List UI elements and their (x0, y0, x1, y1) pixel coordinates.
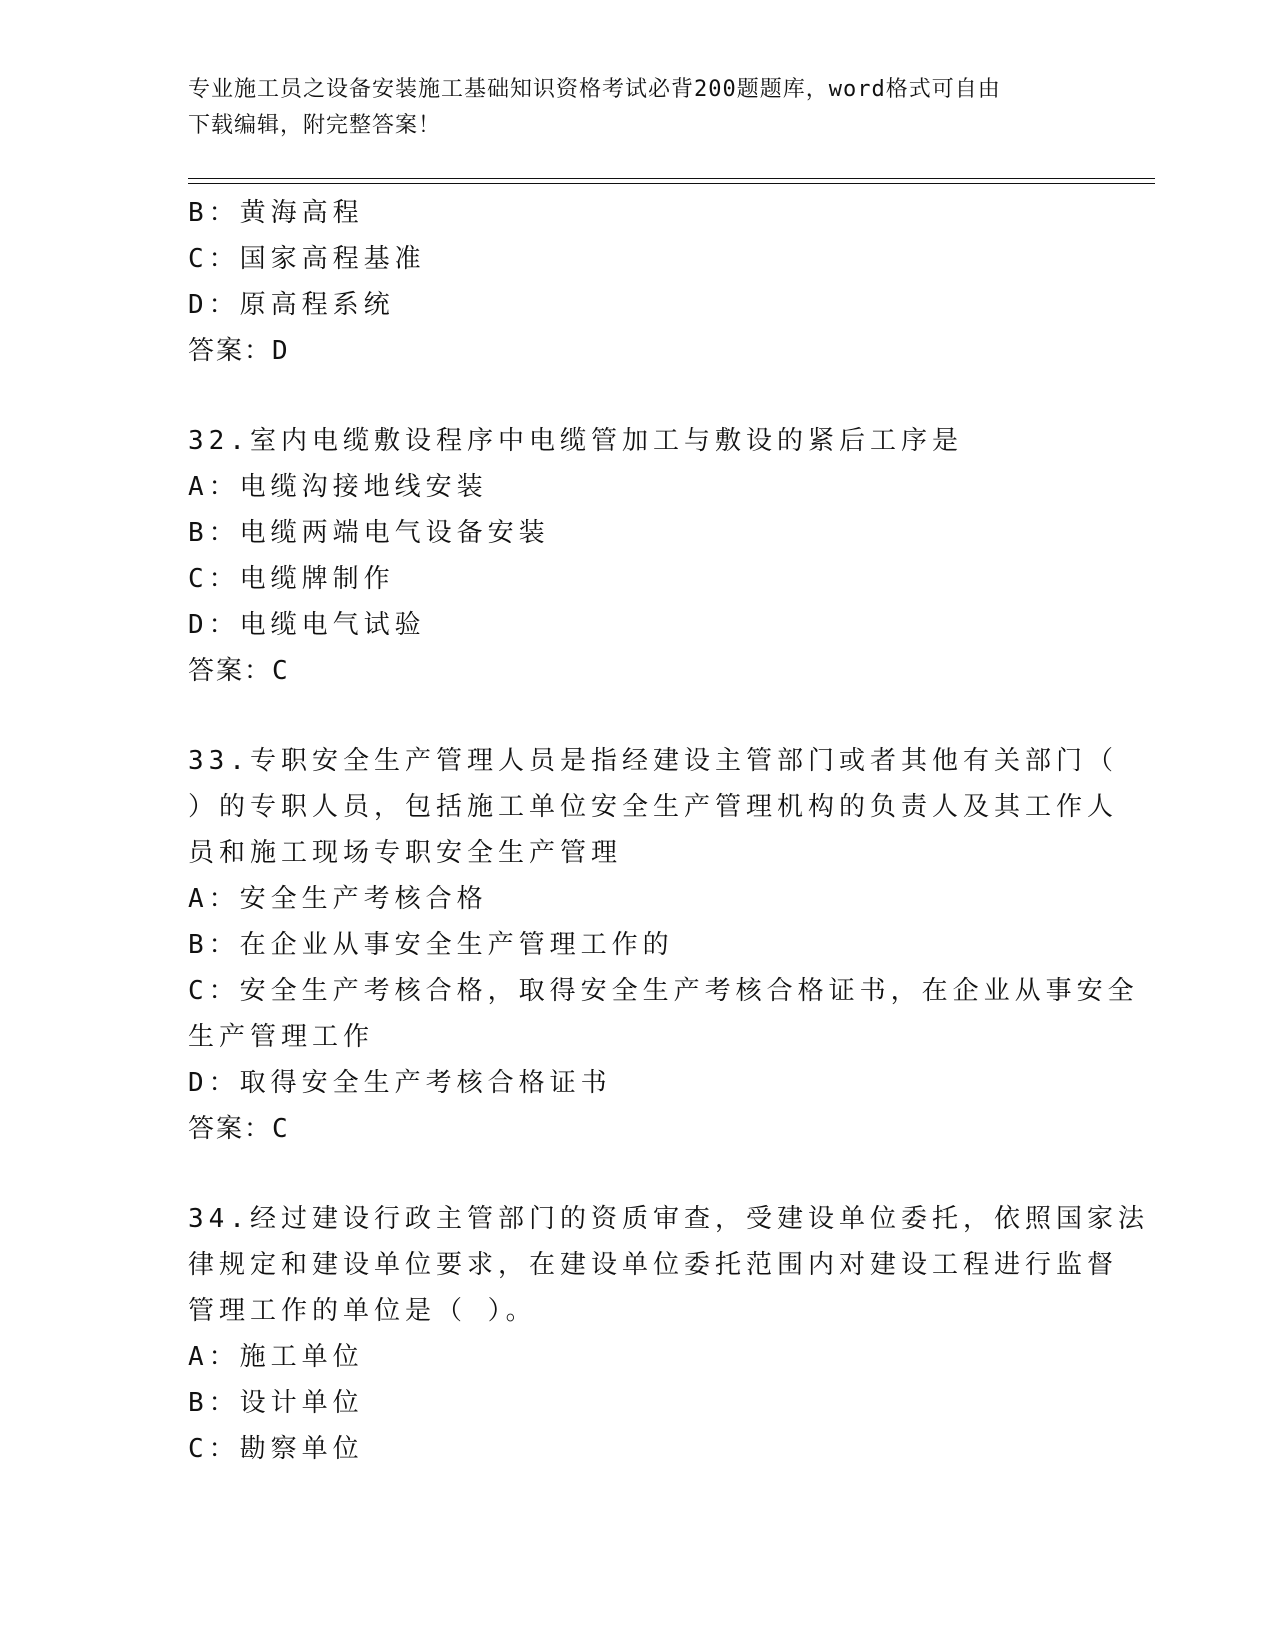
question-stem: 32.室内电缆敷设程序中电缆管加工与敷设的紧后工序是 (188, 426, 963, 456)
document-header (188, 72, 1088, 144)
option-c-line-2: 生产管理工作 (188, 1022, 375, 1052)
question-stem-line-1: 33.专职安全生产管理人员是指经建设主管部门或者其他有关部门（ (188, 746, 1118, 776)
question-34 (188, 1196, 1149, 1472)
answer: 答案：C (188, 1114, 290, 1144)
question-stem-line-1: 34.经过建设行政主管部门的资质审查，受建设单位委托，依照国家法 (188, 1204, 1149, 1234)
header-rule-bottom (188, 183, 1155, 184)
option-a: A：安全生产考核合格 (188, 884, 488, 914)
option-b: B：在企业从事安全生产管理工作的 (188, 930, 674, 960)
option-c: C：电缆牌制作 (188, 564, 395, 594)
option-b: B：黄海高程 (188, 198, 364, 228)
option-c: C：国家高程基准 (188, 244, 426, 274)
option-a: A：施工单位 (188, 1342, 364, 1372)
question-list (188, 190, 1149, 1472)
option-d: D：电缆电气试验 (188, 610, 426, 640)
question-32 (188, 418, 1088, 694)
question-stem-line-2: ）的专职人员，包括施工单位安全生产管理机构的负责人及其工作人 (188, 792, 1119, 822)
answer: 答案：C (188, 656, 290, 686)
header-line-1: 专业施工员之设备安装施工基础知识资格考试必背200题题库，word格式可自由 (188, 77, 1001, 102)
question-33 (188, 738, 1139, 1152)
header-rule-top (188, 178, 1155, 179)
option-d: D：取得安全生产考核合格证书 (188, 1068, 612, 1098)
option-c-line-1: C：安全生产考核合格，取得安全生产考核合格证书，在企业从事安全 (188, 976, 1139, 1006)
question-stem-line-3: 管理工作的单位是（ ）。 (188, 1296, 537, 1326)
option-b: B：电缆两端电气设备安装 (188, 518, 550, 548)
question-stem-line-3: 员和施工现场专职安全生产管理 (188, 838, 623, 868)
question-stem-line-2: 律规定和建设单位要求，在建设单位委托范围内对建设工程进行监督 (188, 1250, 1119, 1280)
option-c: C：勘察单位 (188, 1434, 364, 1464)
option-a: A：电缆沟接地线安装 (188, 472, 488, 502)
answer: 答案：D (188, 336, 290, 366)
header-line-2: 下载编辑，附完整答案！ (188, 113, 442, 138)
option-b: B：设计单位 (188, 1388, 364, 1418)
question-31-tail (188, 190, 1088, 374)
option-d: D：原高程系统 (188, 290, 395, 320)
